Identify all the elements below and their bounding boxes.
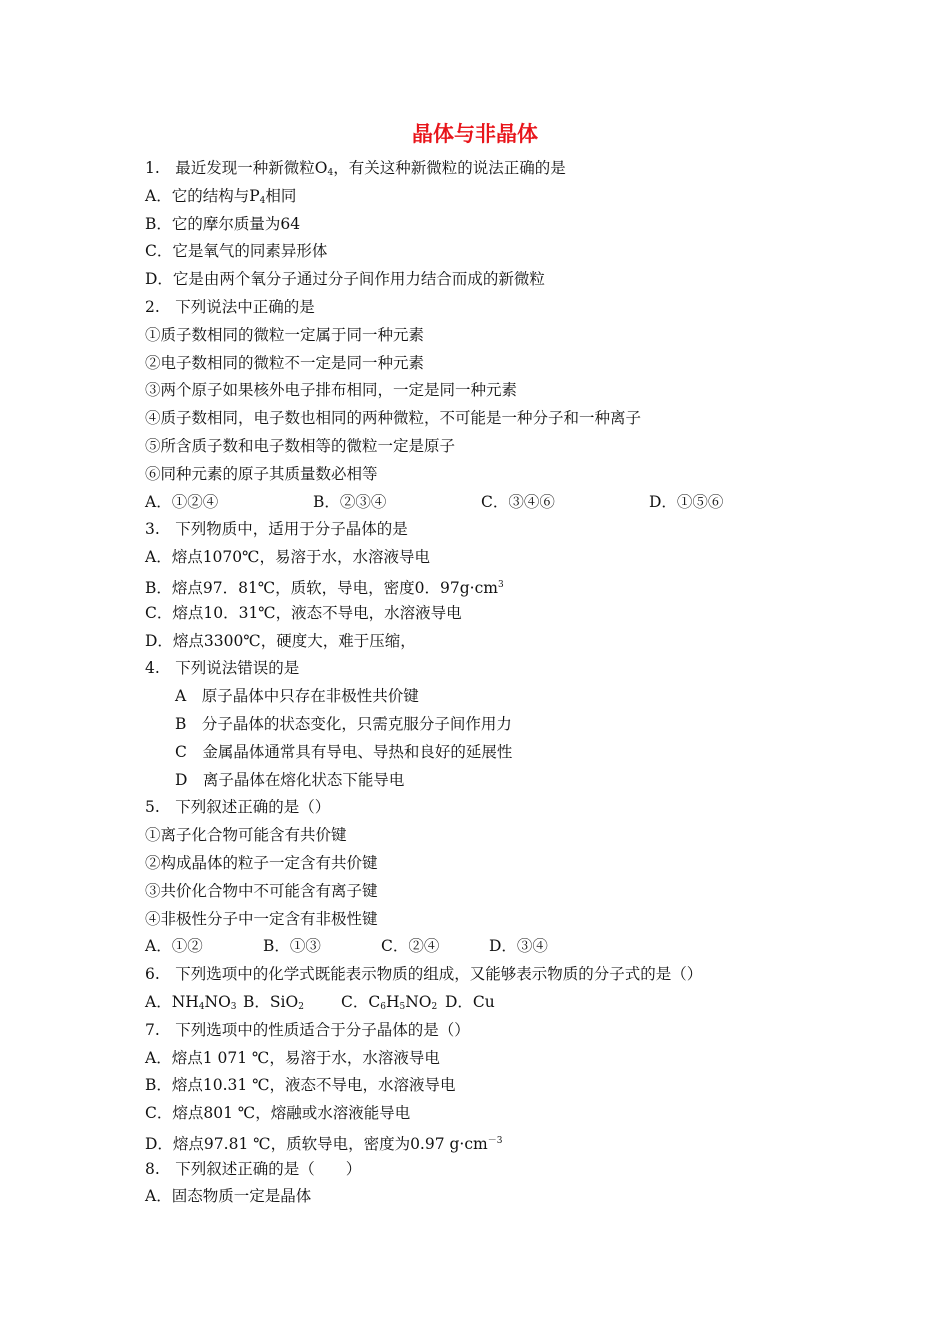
q5-option-d: D．③④ bbox=[489, 937, 548, 956]
q7-option-a: A．熔点1 071 ℃，易溶于水，水溶液导电 bbox=[145, 1048, 440, 1067]
q2-statement-2: ②电子数相同的微粒不一定是同一种元素 bbox=[145, 353, 425, 372]
q7-option-b: B．熔点10.31 ℃，液态不导电，水溶液导电 bbox=[145, 1076, 456, 1095]
q6-option-c: C．$C_6H_5NO_2$ bbox=[341, 992, 438, 1012]
q1-stem: 1. 最近发现一种新微粒$O_4$，有关这种新微粒的说法正确的是 bbox=[145, 159, 566, 178]
q3-option-c: C．熔点10．31℃，液态不导电，水溶液导电 bbox=[145, 603, 462, 622]
q6-stem: 6. 下列选项中的化学式既能表示物质的组成，又能够表示物质的分子式的是（） bbox=[145, 965, 703, 984]
q8-stem: 8. 下列叙述正确的是（ ） bbox=[145, 1159, 362, 1178]
q7-option-c: C．熔点801 ℃，熔融或水溶液能导电 bbox=[145, 1104, 411, 1123]
q6-option-b: B．SiO$_2$ bbox=[243, 992, 304, 1012]
q5-option-a: A．①② bbox=[145, 937, 203, 956]
q5-statement-2: ②构成晶体的粒子一定含有共价键 bbox=[145, 853, 378, 872]
q2-stem: 2. 下列说法中正确的是 bbox=[145, 297, 315, 316]
page-title: 晶体与非晶体 bbox=[412, 122, 538, 146]
q3-option-a: A．熔点1070℃，易溶于水，水溶液导电 bbox=[145, 548, 430, 567]
q5-statement-3: ③共价化合物中不可能含有离子键 bbox=[145, 881, 378, 900]
q2-option-d: D．①⑤⑥ bbox=[649, 492, 724, 511]
q3-option-d: D．熔点3300℃，硬度大，难于压缩， bbox=[145, 631, 416, 650]
q5-option-b: B．①③ bbox=[263, 937, 321, 956]
q5-stem: 5. 下列叙述正确的是（） bbox=[145, 798, 331, 817]
q3-stem: 3. 下列物质中，适用于分子晶体的是 bbox=[145, 520, 408, 539]
q6-option-d: D．Cu bbox=[445, 992, 495, 1011]
q2-statement-1: ①质子数相同的微粒一定属于同一种元素 bbox=[145, 325, 425, 344]
q2-options bbox=[145, 489, 865, 517]
q5-statement-1: ①离子化合物可能含有共价键 bbox=[145, 826, 347, 845]
q8-option-a: A．固态物质一定是晶体 bbox=[145, 1187, 312, 1206]
q4-option-d: D 离子晶体在熔化状态下能导电 bbox=[175, 770, 405, 789]
question-list bbox=[145, 155, 865, 1211]
q4-option-c: C 金属晶体通常具有导电、导热和良好的延展性 bbox=[175, 742, 513, 761]
q2-statement-4: ④质子数相同，电子数也相同的两种微粒，不可能是一种分子和一种离子 bbox=[145, 409, 642, 428]
q3-option-b: B．熔点97．81℃，质软，导电，密度0．$97g\cdot cm^3$ bbox=[145, 578, 504, 597]
q6-option-a: A．$NH_4NO_3$ bbox=[145, 992, 237, 1012]
q4-option-a: A 原子晶体中只存在非极性共价键 bbox=[175, 687, 419, 706]
q2-statement-3: ③两个原子如果核外电子排布相同，一定是同一种元素 bbox=[145, 381, 518, 400]
q1-option-a: A．它的结构与$P_4$相同 bbox=[145, 186, 297, 206]
q7-option-d: D．熔点97.81 ℃，质软导电，密度为0.97 $g\cdot cm^{-3}$ bbox=[145, 1134, 503, 1153]
q7-stem: 7. 下列选项中的性质适合于分子晶体的是（） bbox=[145, 1020, 470, 1039]
q1-option-b: B．它的摩尔质量为64 bbox=[145, 214, 301, 233]
q4-stem: 4. 下列说法错误的是 bbox=[145, 659, 300, 678]
q2-option-b: B．②③④ bbox=[313, 492, 387, 511]
q4-option-b: B 分子晶体的状态变化，只需克服分子间作用力 bbox=[175, 714, 512, 733]
q5-options bbox=[145, 933, 865, 961]
q5-option-c: C．②④ bbox=[381, 937, 440, 956]
q6-options bbox=[145, 989, 865, 1017]
q2-option-c: C．③④⑥ bbox=[481, 492, 555, 511]
q2-statement-5: ⑤所含质子数和电子数相等的微粒一定是原子 bbox=[145, 436, 456, 455]
q5-statement-4: ④非极性分子中一定含有非极性键 bbox=[145, 909, 378, 928]
q1-option-c: C．它是氧气的同素异形体 bbox=[145, 242, 328, 261]
q1-option-d: D．它是由两个氧分子通过分子间作用力结合而成的新微粒 bbox=[145, 270, 545, 289]
q2-option-a: A．①②④ bbox=[145, 492, 219, 511]
q2-statement-6: ⑥同种元素的原子其质量数必相等 bbox=[145, 464, 378, 483]
